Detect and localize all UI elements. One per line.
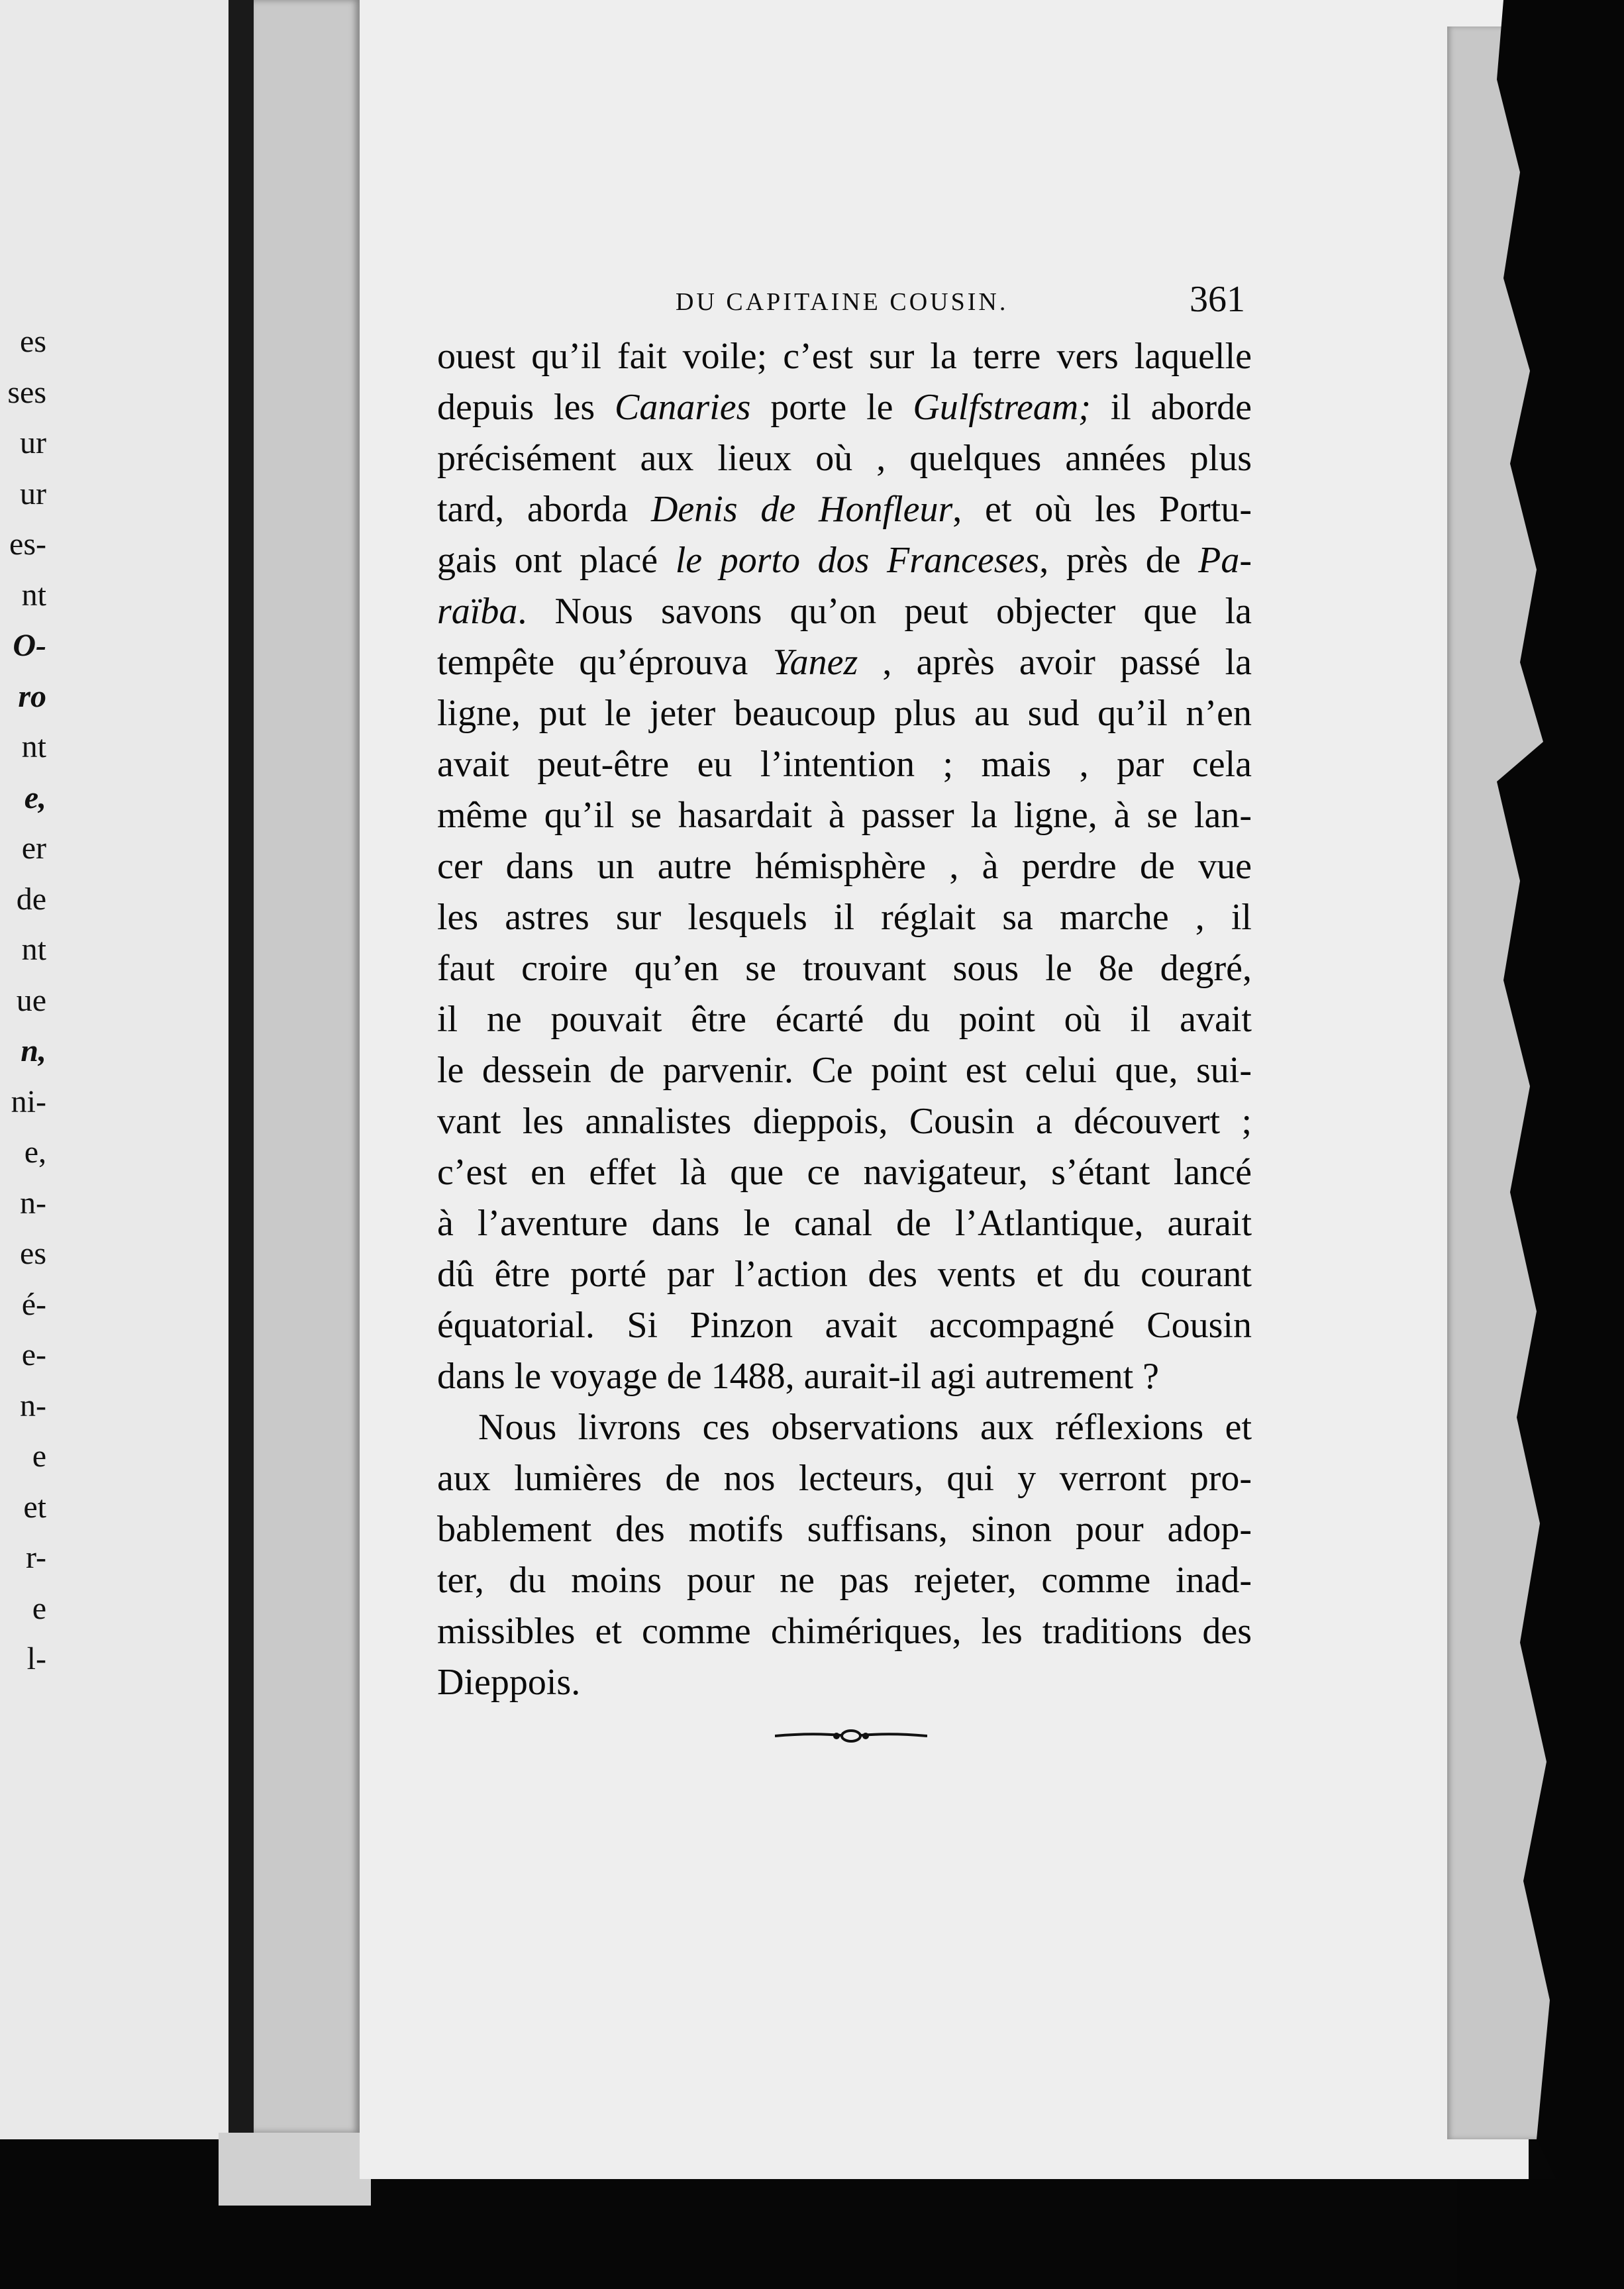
left-page-fragment: e, <box>24 1135 46 1170</box>
left-page-fragment: n- <box>20 1185 46 1221</box>
text-line <box>437 1402 1252 1453</box>
left-page-fragment: ur <box>20 476 46 511</box>
text-line <box>437 331 1252 382</box>
left-page-fragment: e <box>32 1439 46 1474</box>
text-run: Dieppois. <box>437 1662 581 1703</box>
left-page-fragment: e, <box>24 780 46 815</box>
text-line <box>437 1606 1252 1657</box>
text-run: , près de <box>1039 540 1199 581</box>
text-run: c’est en effet là que ce navigateur, s’étant lancé <box>437 1152 1252 1193</box>
left-page-fragment: ro <box>18 678 46 714</box>
text-line <box>437 1657 1252 1708</box>
left-page-fragment: es <box>20 1236 46 1271</box>
text-run: gais ont placé <box>437 540 676 581</box>
left-page-fragment: ur <box>20 425 46 460</box>
text-run: les astres sur lesquels il réglait sa marche , il <box>437 897 1252 938</box>
binding-shadow <box>228 0 254 2179</box>
text-run: dû être porté par l’action des vents et du courant <box>437 1254 1252 1295</box>
text-line <box>437 1300 1252 1351</box>
binding-gutter <box>254 0 360 2133</box>
text-run: porte le <box>750 387 913 428</box>
text-run: tard, aborda <box>437 489 651 530</box>
left-page-fragment: O- <box>13 628 46 663</box>
left-page-fragment: et <box>23 1489 46 1525</box>
text-run: équatorial. Si Pinzon avait accompagné Cousin <box>437 1305 1252 1346</box>
italic-text-run: le porto dos Franceses <box>675 540 1040 581</box>
text-line <box>437 382 1252 433</box>
text-run: missibles et comme chimériques, les traditions des <box>437 1611 1252 1652</box>
left-page-fragment: er <box>21 831 46 866</box>
text-run: même qu’il se hasardait à passer la ligne, à se lan- <box>437 795 1252 836</box>
text-run: depuis les <box>437 387 615 428</box>
left-page-fragment: de <box>16 881 46 917</box>
left-page-fragment: é- <box>21 1286 46 1322</box>
text-line <box>437 739 1252 790</box>
left-page-fragment: r- <box>25 1540 46 1575</box>
text-line <box>437 892 1252 943</box>
text-line <box>437 1198 1252 1249</box>
text-run: aux lumières de nos lecteurs, qui y verront pro- <box>437 1458 1252 1499</box>
text-run: précisément aux lieux où , quelques années plus <box>437 438 1252 479</box>
text-line <box>437 433 1252 484</box>
fleuron-divider <box>775 1726 927 1746</box>
text-run: ter, du moins pour ne pas rejeter, comme inad- <box>437 1560 1252 1601</box>
text-line <box>437 484 1252 535</box>
text-run: bablement des motifs suffisans, sinon pour adop- <box>437 1509 1252 1550</box>
left-page-fragment: ue <box>16 982 46 1018</box>
running-head <box>676 278 1245 325</box>
text-line <box>437 1504 1252 1555</box>
italic-text-run: Pa- <box>1198 540 1252 581</box>
left-page-fragment: n, <box>21 1033 46 1068</box>
left-page-fragment: es- <box>9 527 46 562</box>
text-line <box>437 1555 1252 1606</box>
text-line <box>437 586 1252 637</box>
text-run: , après avoir passé la <box>858 642 1252 683</box>
left-page-fragment: nt <box>21 577 46 613</box>
text-line <box>437 943 1252 994</box>
text-line <box>437 1045 1252 1096</box>
text-line <box>437 1351 1252 1402</box>
text-line <box>437 1147 1252 1198</box>
binding-base <box>219 2133 371 2206</box>
italic-text-run: raïba <box>437 591 518 632</box>
text-run: tempête qu’éprouva <box>437 642 773 683</box>
italic-text-run: Gulfstream; <box>913 387 1091 428</box>
text-run: , et où les Portu- <box>952 489 1252 530</box>
text-line <box>437 637 1252 688</box>
text-run: le dessein de parvenir. Ce point est celui que, sui- <box>437 1050 1252 1091</box>
text-run: ouest qu’il fait voile; c’est sur la terre vers laquelle <box>437 336 1252 377</box>
page-number: 361 <box>1190 279 1245 320</box>
text-line <box>437 688 1252 739</box>
left-page-fragment: e- <box>21 1337 46 1372</box>
text-run: ligne, put le jeter beaucoup plus au sud qu’il n’en <box>437 693 1252 734</box>
text-run: . Nous savons qu’on peut objecter que la <box>517 591 1252 632</box>
text-line <box>437 535 1252 586</box>
body-text <box>437 331 1252 1708</box>
text-run: avait peut-être eu l’intention ; mais , par cela <box>437 744 1252 785</box>
left-facing-page <box>0 0 232 2139</box>
text-run: faut croire qu’en se trouvant sous le 8e degré, <box>437 948 1252 989</box>
left-page-fragment: ni- <box>11 1084 46 1119</box>
text-run: il ne pouvait être écarté du point où il avait <box>437 999 1252 1040</box>
left-page-fragment: nt <box>21 729 46 764</box>
text-run: à l’aventure dans le canal de l’Atlantique, aurait <box>437 1203 1252 1244</box>
italic-text-run: Canaries <box>615 387 751 428</box>
text-run: dans le voyage de 1488, aurait-il agi autrement ? <box>437 1356 1160 1397</box>
running-title: DU CAPITAINE COUSIN. <box>676 288 1009 316</box>
left-page-fragment: es <box>20 324 46 359</box>
left-page-text-fragments <box>0 317 46 1685</box>
text-line <box>437 1249 1252 1300</box>
left-page-fragment: e <box>32 1590 46 1626</box>
text-run: Nous livrons ces observations aux réflexions et <box>478 1407 1252 1448</box>
left-page-fragment: n- <box>20 1388 46 1423</box>
text-line <box>437 1453 1252 1504</box>
left-page-fragment: nt <box>21 932 46 967</box>
text-run: cer dans un autre hémisphère , à perdre de vue <box>437 846 1252 887</box>
left-page-fragment: ses <box>7 374 46 410</box>
italic-text-run: Denis de Honfleur <box>650 489 953 530</box>
left-page-fragment: l- <box>26 1641 46 1676</box>
text-line <box>437 994 1252 1045</box>
text-line <box>437 841 1252 892</box>
text-line <box>437 1096 1252 1147</box>
text-run: vant les annalistes dieppois, Cousin a découvert ; <box>437 1101 1252 1142</box>
italic-text-run: Yanez <box>772 642 858 683</box>
text-line <box>437 790 1252 841</box>
page-fore-edge <box>1447 26 1550 2139</box>
text-run: il aborde <box>1090 387 1252 428</box>
